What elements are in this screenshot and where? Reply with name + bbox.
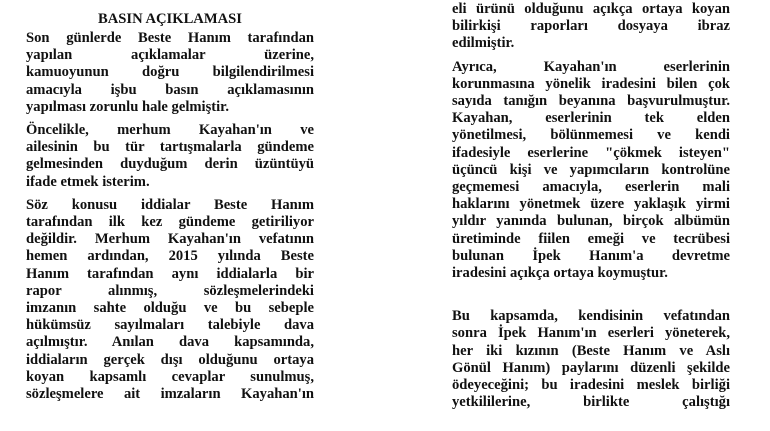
text-line: Gönül Hanım) paylarını düzenli şekilde bbox=[452, 359, 730, 376]
text-line: hükümsüz sayılmaları talebiyle dava bbox=[26, 317, 314, 334]
text-line: ifade etmek isterim. bbox=[26, 173, 150, 190]
text-line: üretiminde fiilen emeği ve tecrübesi bbox=[452, 230, 730, 247]
text-line: Son günlerde Beste Hanım tarafından bbox=[26, 30, 314, 46]
text-line: yetkililerine, birlikte çalıştığı bbox=[452, 394, 730, 411]
text-line: imzanın sahte olduğu ve bu sebeple bbox=[26, 300, 314, 317]
text-line: tarafından ilk kez gündeme getiriliyor bbox=[26, 214, 314, 231]
text-line: yönetilmesi, bölünmemesi ve kendi bbox=[452, 127, 730, 144]
text-line: haklarını yönetmek üzere yaklaşık yirmi bbox=[452, 196, 730, 213]
text-line: yapılması zorunlu hale gelmiştir. bbox=[26, 98, 229, 115]
text-line: üçüncü kişi ve yapımcıların kontrolüne bbox=[452, 161, 730, 178]
text-line: sözleşmelere ait imzaların Kayahan'ın bbox=[26, 386, 314, 403]
text-line: bilirkişi raporları dosyaya ibraz bbox=[452, 18, 730, 35]
text-line: sonra İpek Hanım'ın eserleri yöneterek, bbox=[452, 325, 730, 342]
text-line: sayıda tanığın beyanına başvurulmuştur. bbox=[452, 93, 730, 110]
text-line: geçmemesi amacıyla, eserlerin mali bbox=[452, 179, 730, 196]
text-line: Hanım tarafından aynı iddialarla bir bbox=[26, 265, 314, 282]
text-line: edilmiştir. bbox=[452, 35, 515, 52]
document-title: BASIN AÇIKLAMASI bbox=[98, 11, 242, 27]
text-line: iradesini açıkça ortaya koymuştur. bbox=[452, 265, 668, 282]
text-line: açılmıştır. Anılan dava kapsamında, bbox=[26, 334, 314, 351]
text-line: kamuoyunun doğru bilgilendirilmesi bbox=[26, 64, 314, 81]
text-line: yapılan açıklamalar üzerine, bbox=[26, 47, 314, 64]
text-line: eli ürünü olduğunu açıkça ortaya koyan bbox=[452, 1, 730, 17]
text-line: Ayrıca, Kayahan'ın eserlerinin bbox=[452, 58, 730, 75]
paragraph-claims bbox=[26, 197, 314, 403]
text-line: iddiaların gerçek dışı olduğunu ortaya bbox=[26, 351, 314, 368]
paragraph-condolence bbox=[26, 122, 314, 191]
text-line: Söz konusu iddialar Beste Hanım bbox=[26, 196, 314, 213]
paragraph-expert-reports bbox=[452, 1, 730, 53]
text-line: gelmesinden duyduğum derin üzüntüyü bbox=[26, 156, 314, 173]
paragraph-will bbox=[452, 59, 730, 283]
text-line: Kayahan, eserlerinin tek elden bbox=[452, 110, 730, 127]
text-line: amacıyla işbu basın açıklamasının bbox=[26, 81, 314, 98]
text-line: korunmasına yönelik iradesini bilen çok bbox=[452, 75, 730, 92]
text-line: Öncelikle, merhum Kayahan'ın ve bbox=[26, 122, 314, 139]
text-line: Bu kapsamda, kendisinin vefatından bbox=[452, 308, 730, 325]
text-line: ailesinin bu tür tartışmalarla gündeme bbox=[26, 139, 314, 156]
left-column bbox=[26, 0, 314, 409]
paragraph-intro bbox=[26, 30, 314, 116]
text-line: koyan kapsamlı cevaplar sunulmuş, bbox=[26, 368, 314, 385]
text-line: ifadesiyle eserlerine "çökmek isteyen" bbox=[452, 144, 730, 161]
text-line: rapor alınmış, sözleşmelerindeki bbox=[26, 282, 314, 299]
text-line: yıldır yanında bulunan, birçok albümün bbox=[452, 213, 730, 230]
paragraph-scope bbox=[452, 308, 730, 411]
text-line: değildir. Merhum Kayahan'ın vefatının bbox=[26, 231, 314, 248]
text-line: ödeyeceğini; bu iradesini meslek birliği bbox=[452, 377, 730, 394]
text-line: hemen ardından, 2015 yılında Beste bbox=[26, 248, 314, 265]
right-column bbox=[452, 0, 730, 417]
text-line: bulunan İpek Hanım'a devretme bbox=[452, 247, 730, 264]
text-line: her iki kızının (Beste Hanım ve Aslı bbox=[452, 342, 730, 359]
